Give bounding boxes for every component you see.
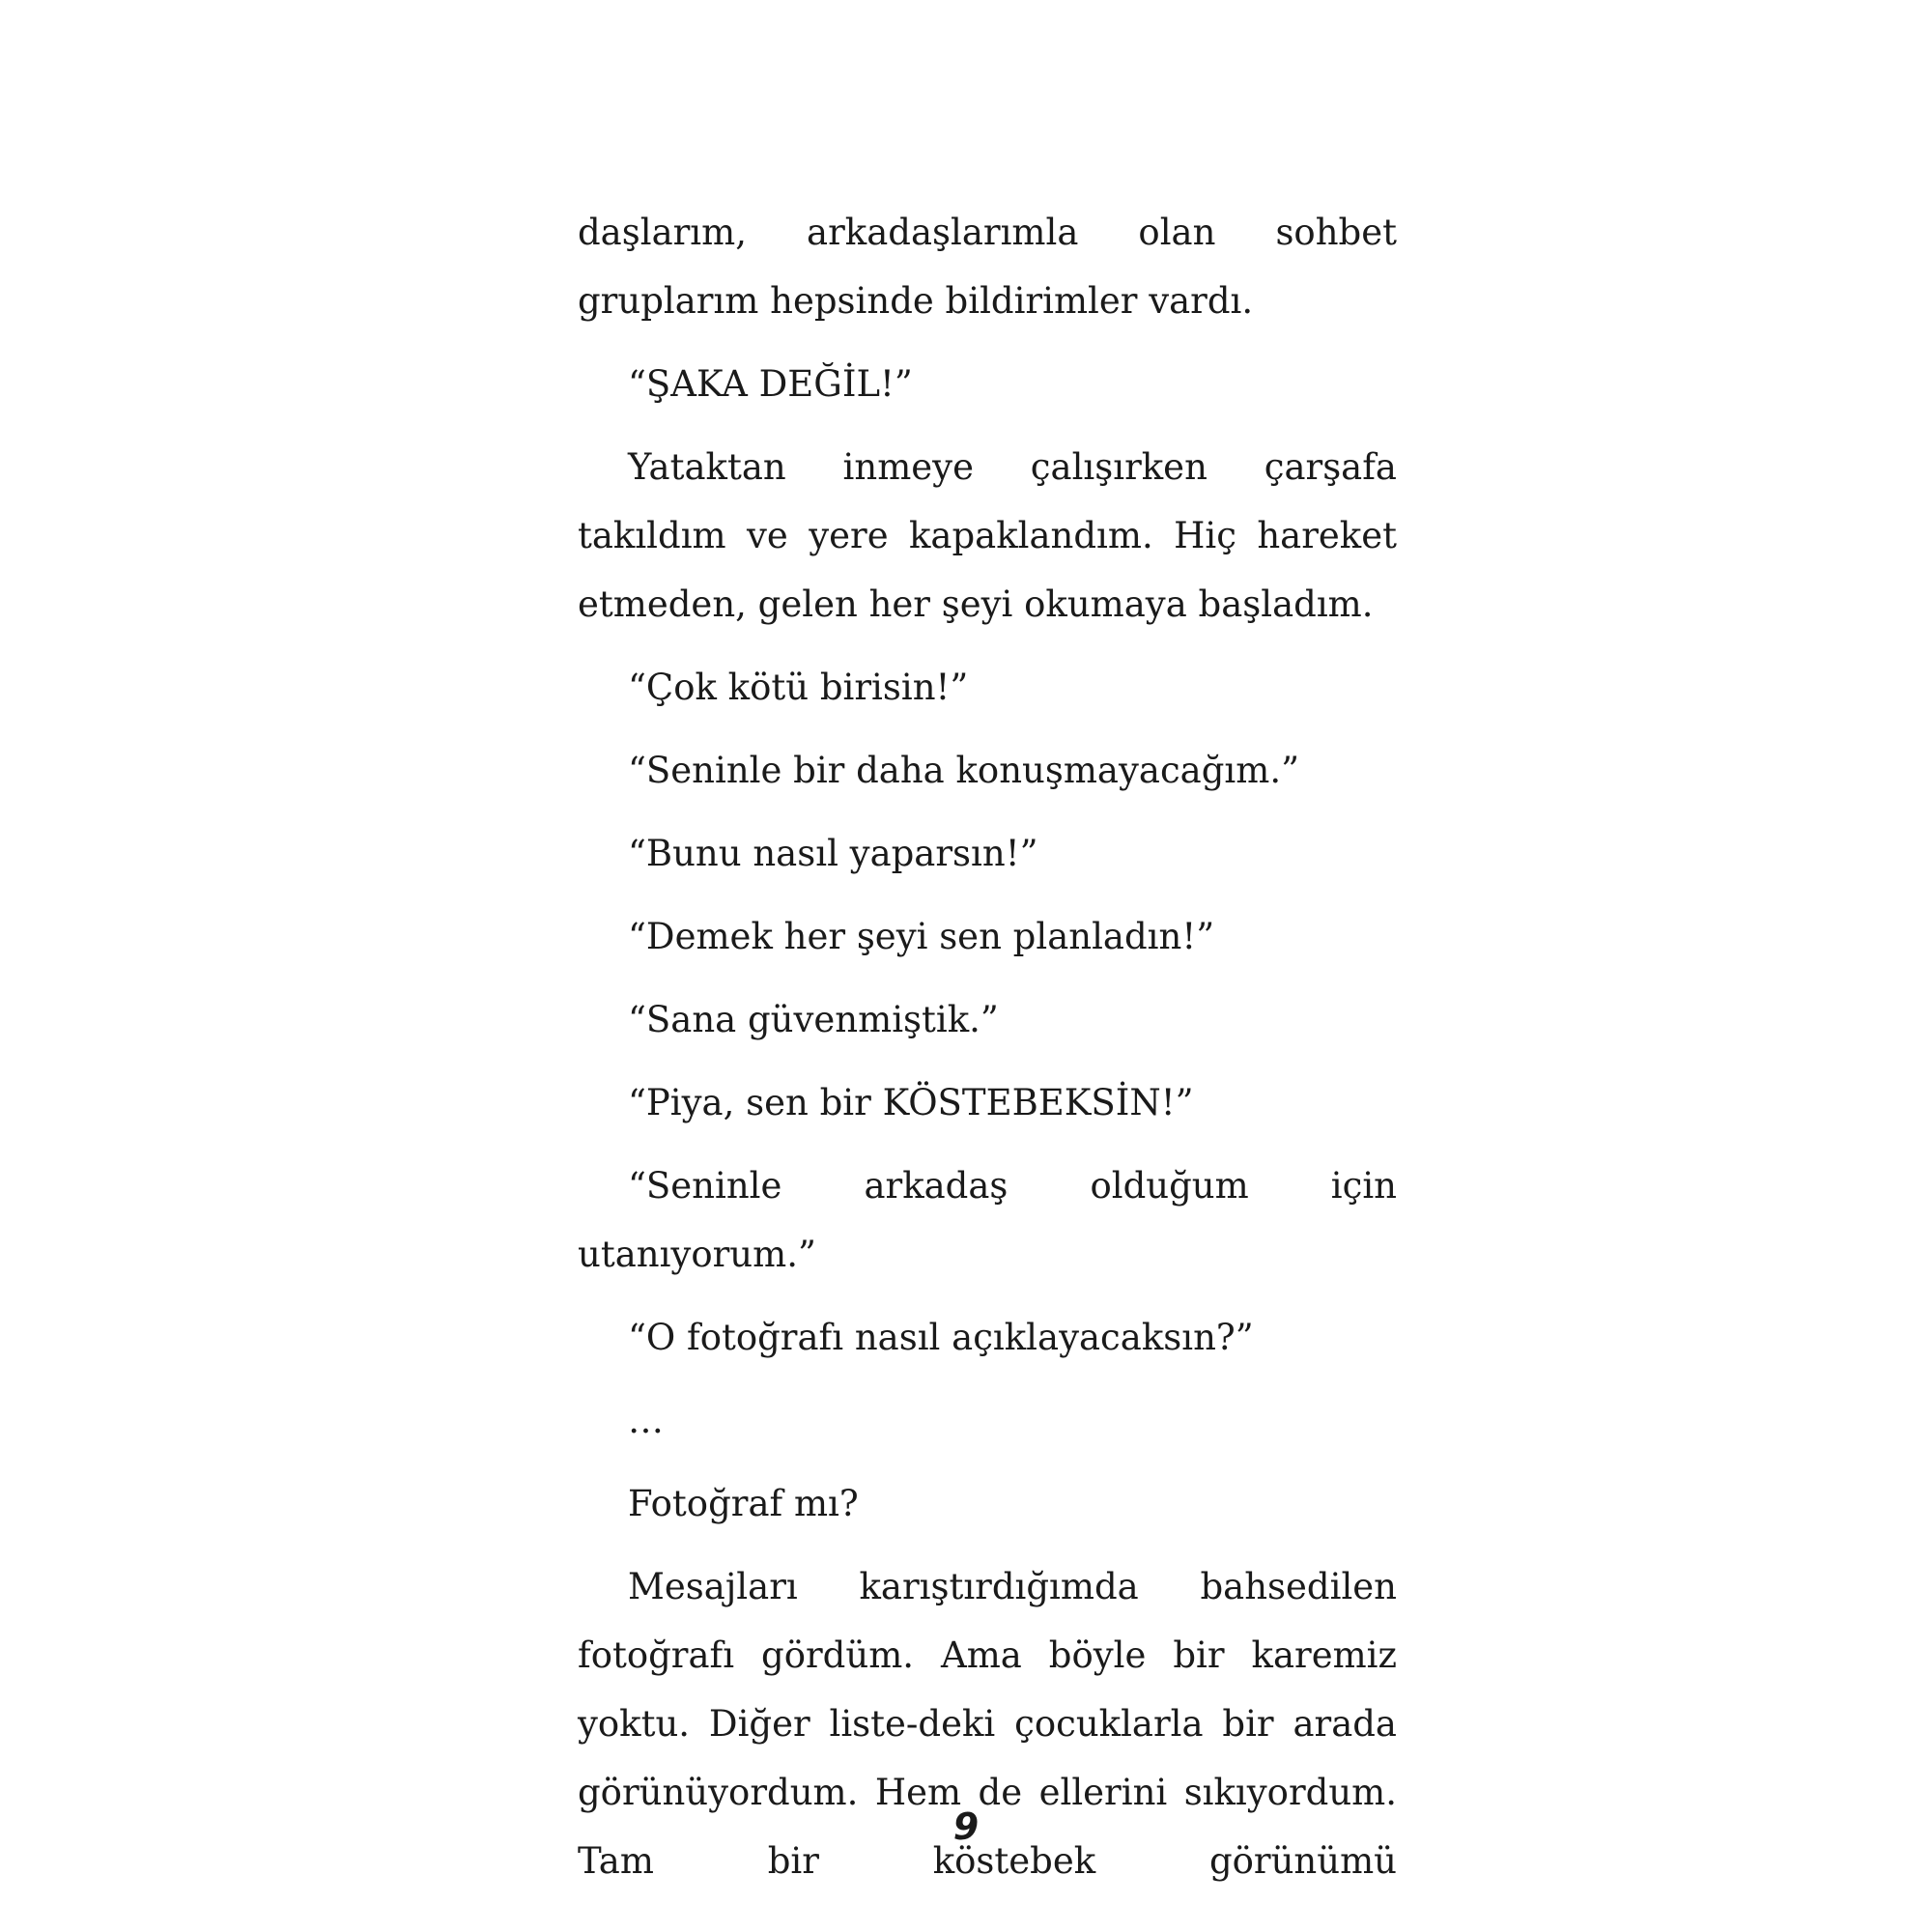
paragraph: Mesajları karıştırdığımda bahsedilen fotoğrafı gördüm. Ama böyle bir karemiz yoktu. Diğer liste-deki çocuklarla bir arada görünüyordum. Hem de ellerini sıkıyordum. Tam bir köstebek görünümü bbox=[578, 1566, 1397, 1882]
paragraph: “Bunu nasıl yaparsın!” bbox=[628, 833, 1038, 874]
paragraph: “Seninle bir daha konuşmayacağım.” bbox=[628, 750, 1300, 791]
paragraph: daşlarım, arkadaşlarımla olan sohbet gruplarım hepsinde bildirimler vardı. bbox=[578, 212, 1397, 322]
body-text bbox=[578, 198, 1397, 1910]
paragraph: “Sana güvenmiştik.” bbox=[628, 999, 999, 1040]
paragraph: Yataktan inmeye çalışırken çarşafa takıldım ve yere kapaklandım. Hiç hareket etmeden, gelen her şeyi okumaya başladım. bbox=[578, 446, 1397, 625]
paragraph: … bbox=[628, 1400, 664, 1441]
paragraph: “ŞAKA DEĞİL!” bbox=[628, 363, 913, 405]
paragraph: “O fotoğrafı nasıl açıklayacaksın?” bbox=[628, 1317, 1254, 1358]
paragraph: “Seninle arkadaş olduğum için utanıyorum.” bbox=[578, 1165, 1397, 1275]
paragraph: “Demek her şeyi sen planladın!” bbox=[628, 916, 1215, 957]
page-number: 9 bbox=[952, 1805, 980, 1848]
paragraph: “Çok kötü birisin!” bbox=[628, 667, 969, 708]
paragraph: Fotoğraf mı? bbox=[628, 1483, 859, 1524]
paragraph: “Piya, sen bir KÖSTEBEKSİN!” bbox=[628, 1082, 1194, 1123]
